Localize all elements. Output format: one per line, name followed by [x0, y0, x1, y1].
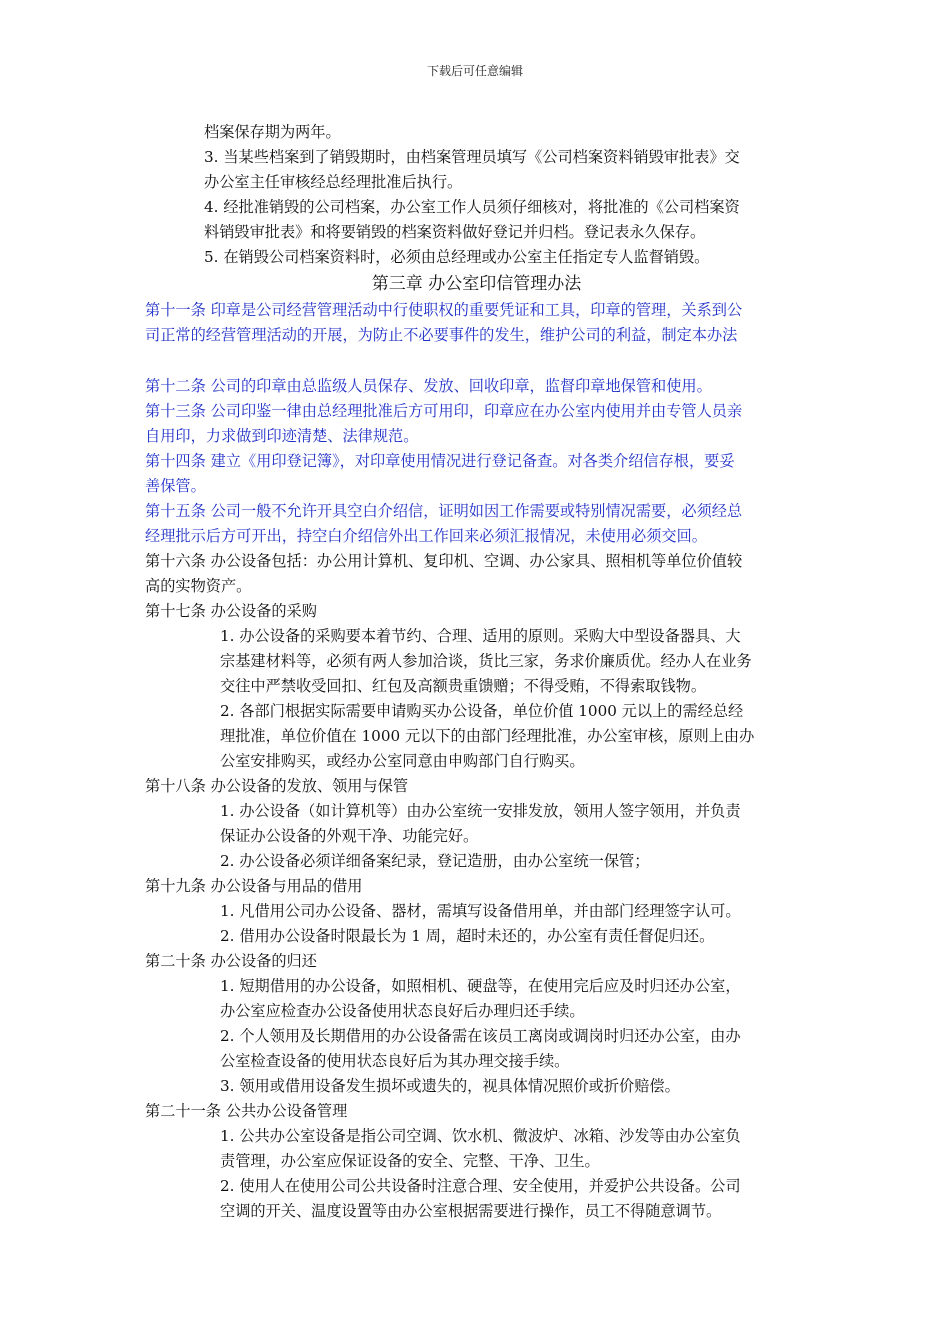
text-line: 档案保存期为两年。: [204, 123, 341, 141]
text-line: 第十二条 公司的印章由总监级人员保存、发放、回收印章，监督印章地保管和使用。: [145, 377, 712, 395]
text-line: 2. 办公设备必须详细备案纪录，登记造册，由办公室统一保管；: [220, 852, 650, 870]
text-line: 公室检查设备的使用状态良好后为其办理交接手续。: [220, 1052, 570, 1070]
text-line: 料销毁审批表》和将要销毁的档案资料做好登记并归档。登记表永久保存。: [204, 223, 706, 241]
page-header: 下载后可任意编辑: [426, 64, 523, 78]
text-line: 第十一条 印章是公司经营管理活动中行使职权的重要凭证和工具，印章的管理，关系到公: [145, 301, 743, 319]
text-line: 办公室应检查办公设备使用状态良好后办理归还手续。: [220, 1002, 585, 1020]
text-line: 第十四条 建立《用印登记簿》，对印章使用情况进行登记备查。对各类介绍信存根，要妥: [145, 452, 735, 470]
text-line: 第十三条 公司印鉴一律由总经理批准后方可用印，印章应在办公室内使用并由专管人员亲: [145, 402, 743, 420]
text-line: 3. 当某些档案到了销毁期时，由档案管理员填写《公司档案资料销毁审批表》交: [204, 148, 740, 166]
text-line: 2. 个人领用及长期借用的办公设备需在该员工离岗或调岗时归还办公室，由办: [220, 1027, 741, 1045]
text-line: 2. 各部门根据实际需要申请购买办公设备，单位价值 1000 元以上的需经总经: [220, 702, 744, 720]
text-line: 责管理，办公室应保证设备的安全、完整、干净、卫生。: [220, 1152, 600, 1170]
text-line: 高的实物资产。: [145, 577, 252, 595]
text-line: 1. 办公设备（如计算机等）由办公室统一安排发放，领用人签字领用，并负责: [220, 802, 741, 820]
text-line: 自用印，力求做到印迹清楚、法律规范。: [145, 427, 419, 445]
text-line: 第十九条 办公设备与用品的借用: [145, 877, 363, 895]
text-line: 3. 领用或借用设备发生损坏或遗失的，视具体情况照价或折价赔偿。: [220, 1077, 680, 1095]
text-line: 办公室主任审核经总经理批准后执行。: [204, 173, 463, 191]
text-line: 第二十条 办公设备的归还: [145, 952, 317, 970]
text-line: 公室安排购买，或经办公室同意由申购部门自行购买。: [220, 752, 585, 770]
text-line: 交往中严禁收受回扣、红包及高额贵重馈赠；不得受贿，不得索取钱物。: [220, 677, 706, 695]
text-line: 司正常的经营管理活动的开展，为防止不必要事件的发生，维护公司的利益，制定本办法: [145, 326, 738, 344]
text-line: 第十八条 办公设备的发放、领用与保管: [145, 777, 409, 795]
text-line: 1. 短期借用的办公设备，如照相机、硬盘等，在使用完后应及时归还办公室，: [220, 977, 741, 995]
chapter-heading: 第三章 办公室印信管理办法: [371, 274, 582, 294]
text-line: 第十五条 公司一般不允许开具空白介绍信，证明如因工作需要或特别情况需要，必须经总: [145, 502, 743, 520]
text-line: 1. 公共办公室设备是指公司空调、饮水机、微波炉、冰箱、沙发等由办公室负: [220, 1127, 741, 1145]
text-line: 善保管。: [145, 477, 206, 495]
text-line: 理批准，单位价值在 1000 元以下的由部门经理批准，办公室审核，原则上由办: [220, 727, 755, 745]
text-line: 2. 使用人在使用公司公共设备时注意合理、安全使用，并爱护公共设备。公司: [220, 1177, 741, 1195]
text-line: 1. 凡借用公司办公设备、器材，需填写设备借用单，并由部门经理签字认可。: [220, 902, 741, 920]
text-line: 宗基建材料等，必须有两人参加洽谈，货比三家，务求价廉质优。经办人在业务: [220, 652, 752, 670]
blank-line: [145, 348, 808, 374]
text-line: 4. 经批准销毁的公司档案，办公室工作人员须仔细核对，将批准的《公司档案资: [204, 198, 740, 216]
text-line: 空调的开关、温度设置等由办公室根据需要进行操作，员工不得随意调节。: [220, 1202, 722, 1220]
text-line: 第十七条 办公设备的采购: [145, 602, 317, 620]
text-line: 1. 办公设备的采购要本着节约、合理、适用的原则。采购大中型设备器具、大: [220, 627, 741, 645]
text-line: 第十六条 办公设备包括：办公用计算机、复印机、空调、办公家具、照相机等单位价值较: [145, 552, 743, 570]
text-line: 经理批示后方可开出，持空白介绍信外出工作回来必须汇报情况，未使用必须交回。: [145, 527, 707, 545]
text-line: 5. 在销毁公司档案资料时，必须由总经理或办公室主任指定专人监督销毁。: [204, 248, 710, 266]
text-line: 第二十一条 公共办公设备管理: [145, 1102, 348, 1120]
text-line: 2. 借用办公设备时限最长为 1 周，超时未还的，办公室有责任督促归还。: [220, 927, 715, 945]
document-body: [145, 120, 808, 1224]
text-line: 保证办公设备的外观干净、功能完好。: [220, 827, 479, 845]
